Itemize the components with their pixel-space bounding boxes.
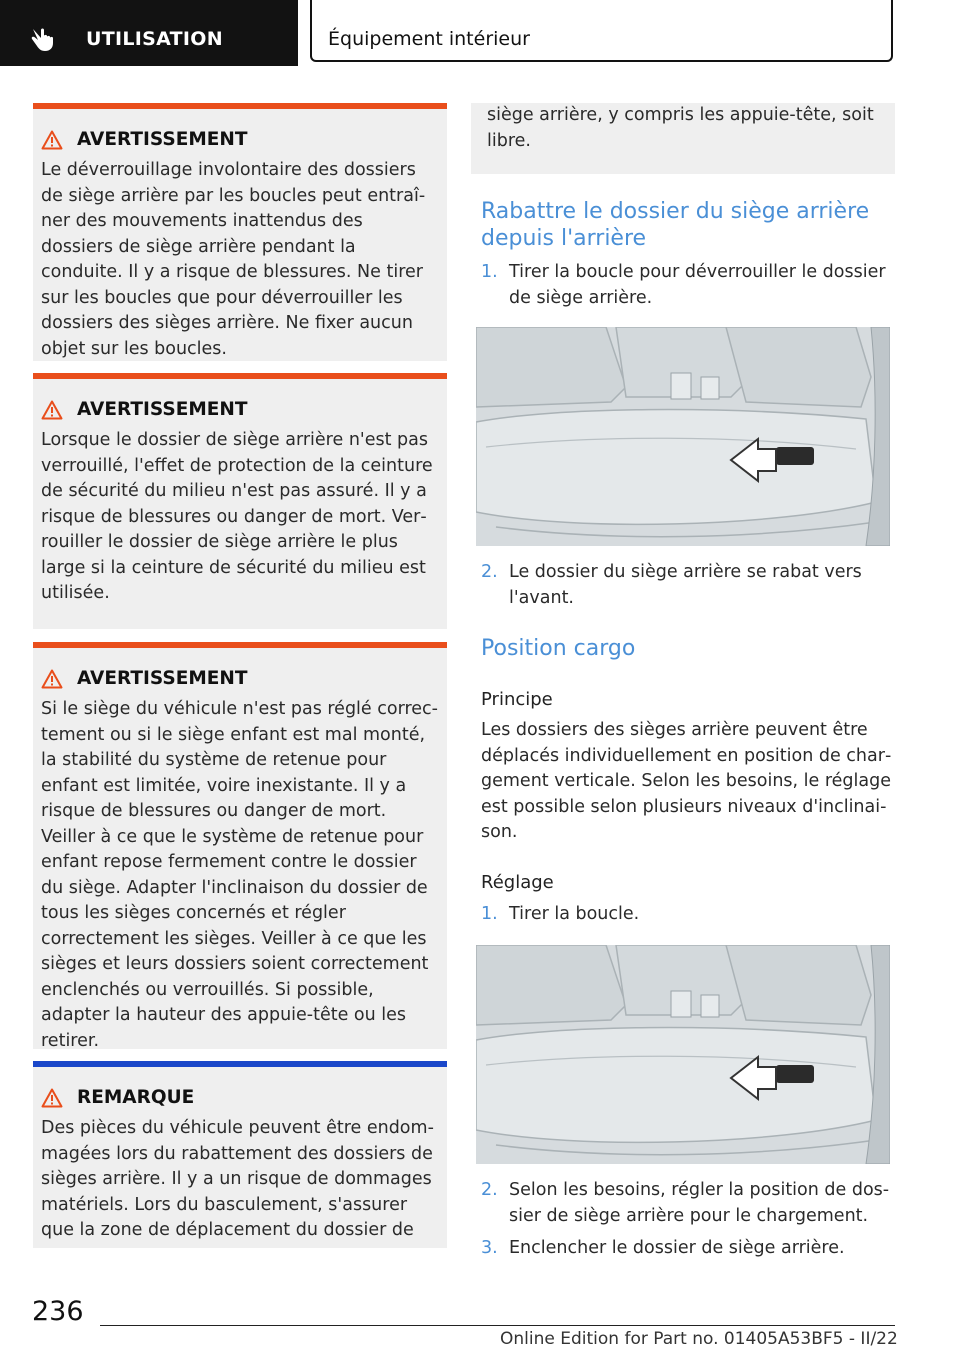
step-item	[481, 1236, 893, 1262]
note-heading	[41, 1087, 439, 1108]
rear-seat-illustration-cargo	[476, 945, 890, 1164]
warning-heading	[41, 399, 439, 420]
section-heading-cargo: Position cargo	[481, 636, 636, 661]
step-number: 3.	[481, 1238, 498, 1258]
chapter-title: Équipement intérieur	[328, 28, 530, 50]
note-bar	[33, 1061, 447, 1067]
step-text: Tirer la boucle pour déverrouiller le dossier de siège arrière.	[509, 262, 886, 308]
step-text: Tirer la boucle.	[509, 904, 640, 924]
step-text: Le dossier du siège arrière se rabat vers l'avant.	[509, 562, 862, 608]
warning-heading	[41, 668, 439, 689]
principle-text: Les dossiers des sièges arrière peuvent être déplacés individuellement en position de chargement verticale. Selon les besoins, le réglage est possible selon plusieurs niveaux d'inclinaison.	[481, 720, 892, 842]
warning-triangle-icon	[41, 400, 63, 420]
step-number: 2.	[481, 562, 498, 582]
setting-title: Réglage	[481, 872, 554, 893]
edition-info: Online Edition for Part no. 01405A53BF5 - II/22	[500, 1329, 898, 1349]
step-number: 2.	[481, 1180, 498, 1200]
step-item	[481, 1178, 893, 1229]
note-title: REMARQUE	[77, 1087, 195, 1108]
warning-box-1	[33, 103, 447, 361]
section-label: UTILISATION	[86, 28, 223, 50]
warning-title: AVERTISSEMENT	[77, 399, 248, 420]
step-text: Enclencher le dossier de siège arrière.	[509, 1238, 845, 1258]
pointing-hand-icon	[30, 24, 58, 52]
warning-triangle-icon	[41, 130, 63, 150]
warning-box-2	[33, 373, 447, 629]
warning-bar	[33, 373, 447, 379]
step-item	[481, 260, 893, 311]
note-continuation-box	[471, 103, 895, 174]
warning-title: AVERTISSEMENT	[77, 129, 248, 150]
section-tab	[0, 0, 298, 66]
rear-seat-drawing	[476, 327, 890, 546]
warning-bar	[33, 642, 447, 648]
page-number: 236	[32, 1296, 84, 1327]
warning-text: Si le siège du véhicule n'est pas réglé correctement ou si le siège enfant est mal monté, la stabilité du système de retenue pour enfant est limitée, voire inexistante. Il y a risque de blessures ou danger de mort. Veiller à ce que le système de retenue pour enfant repose fermement contre le dossier du siège. Adapter l'inclinaison du dossier de tous les sièges concernés et régler correctement les sièges. Veiller à ce que les sièges et leurs dossiers soient correctement enclenchés ou verrouillés. Si possible, adapter la hauteur des appuie-tête ou les retirer.	[41, 699, 438, 1051]
chapter-header	[310, 0, 893, 62]
step-item	[481, 902, 893, 928]
footer-divider	[100, 1325, 895, 1326]
warning-text: Lorsque le dossier de siège arrière n'est pas verrouillé, l'effet de protection de la ceinture de sécurité du milieu n'est pas assuré. Il y a risque de blessures ou danger de mort. Verrouiller le dossier de siège arrière le plus large si la ceinture de sécurité du milieu est utilisée.	[41, 430, 433, 603]
note-text: Des pièces du véhicule peuvent être endommagées lors du rabattement des dossiers de sièges arrière. Il y a un risque de dommages matériels. Lors du basculement, s'assurer que la zone de déplacement du dossier de	[41, 1118, 434, 1240]
warning-triangle-icon	[41, 669, 63, 689]
note-continuation-text: siège arrière, y compris les appuie-tête, soit libre.	[487, 105, 874, 151]
warning-text: Le déverrouillage involontaire des dossiers de siège arrière par les boucles peut entraîner des mouvements inattendus des dossiers de siège arrière pendant la conduite. Il y a risque de blessures. Ne tirer sur les boucles que pour déverrouiller les dossiers des sièges arrière. Ne fixer aucun objet sur les boucles.	[41, 160, 426, 359]
warning-heading	[41, 129, 439, 150]
note-box	[33, 1061, 447, 1248]
step-number: 1.	[481, 262, 498, 282]
section-heading-fold-backrest: Rabattre le dossier du siège arrière depuis l'arrière	[481, 199, 870, 251]
warning-bar	[33, 103, 447, 109]
rear-seat-illustration	[476, 327, 890, 546]
warning-triangle-icon	[41, 1088, 63, 1108]
principle-title: Principe	[481, 689, 553, 710]
warning-box-3	[33, 642, 447, 1049]
rear-seat-drawing	[476, 945, 890, 1164]
step-number: 1.	[481, 904, 498, 924]
step-item	[481, 560, 893, 611]
step-text: Selon les besoins, régler la position de dossier de siège arrière pour le chargement.	[509, 1180, 890, 1226]
warning-title: AVERTISSEMENT	[77, 668, 248, 689]
